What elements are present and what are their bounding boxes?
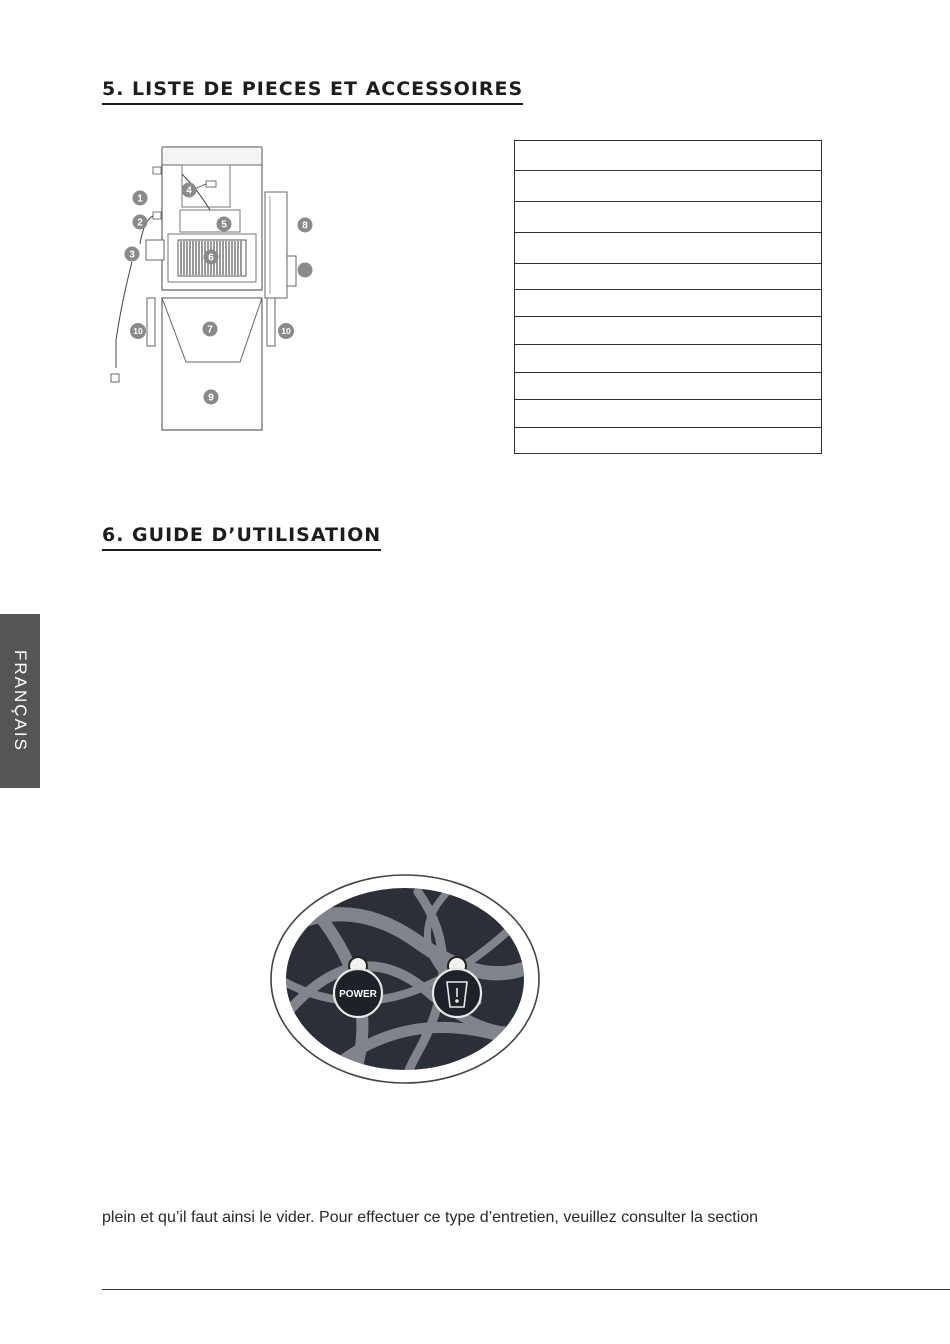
callout-8: 8: [302, 220, 308, 232]
footer-rule: [102, 1289, 950, 1290]
callout-unlabeled-dot: [298, 263, 313, 278]
callout-10-left: 10: [133, 326, 143, 336]
table-row: [515, 141, 822, 171]
callout-10-right: 10: [281, 326, 291, 336]
table-row: [515, 317, 822, 345]
table-row: [515, 345, 822, 373]
table-row: [515, 373, 822, 400]
table-row: [515, 400, 822, 428]
language-tab: [0, 614, 40, 788]
callout-2: 2: [137, 217, 143, 229]
table-row: [515, 290, 822, 317]
body-text-line: plein et qu’il faut ainsi le vider. Pour effectuer ce type d’entretien, veuillez consulter la section: [102, 1209, 759, 1226]
table-row: [515, 202, 822, 233]
table-row: [515, 264, 822, 290]
parts-diagram: [100, 140, 330, 440]
table-row: [515, 171, 822, 202]
table-row: [515, 428, 822, 454]
language-tab-label: FRANÇAIS: [11, 650, 30, 752]
callout-5: 5: [221, 219, 227, 231]
callout-1: 1: [137, 193, 143, 205]
control-panel: [268, 872, 542, 1086]
power-button-label: POWER: [339, 989, 377, 1000]
callout-3: 3: [129, 249, 135, 261]
parts-table: [514, 140, 822, 454]
callout-4: 4: [186, 185, 192, 197]
table-row: [515, 233, 822, 264]
callout-7: 7: [207, 324, 213, 336]
section-6-title: 6. GUIDE D’UTILISATION: [102, 524, 381, 551]
section-5-title: 5. LISTE DE PIECES ET ACCESSOIRES: [102, 78, 523, 105]
callout-9: 9: [208, 392, 214, 404]
callout-6: 6: [208, 252, 214, 264]
